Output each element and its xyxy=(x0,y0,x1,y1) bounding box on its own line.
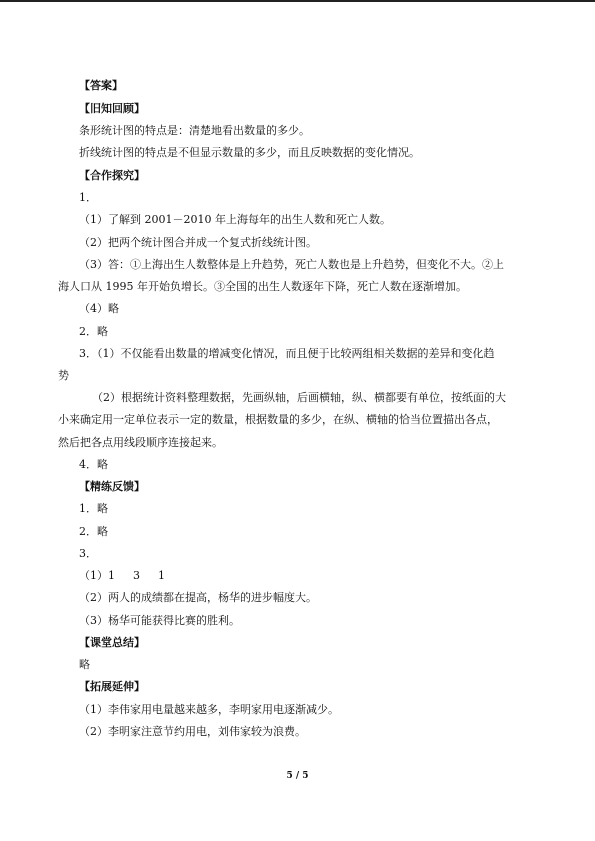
review-line-2: 折线统计图的特点是不但显示数量的多少，而且反映数据的变化情况。 xyxy=(79,146,420,159)
explore-item-3-2b: 小来确定用一定单位表示一定的数量，根据数量的多少，在纵、横轴的恰当位置描出各点， xyxy=(58,413,498,426)
top-rule xyxy=(0,0,595,2)
practice-item-3: 3． xyxy=(79,547,97,560)
extend-item-1: （1）李伟家用电量越来越多，李明家用电逐渐减少。 xyxy=(79,703,339,716)
page-number: 5 / 5 xyxy=(286,771,309,781)
explore-item-1-1: （1）了解到 2001－2010 年上海每年的出生人数和死亡人数。 xyxy=(79,213,391,226)
practice-item-3-3: （3）杨华可能获得比赛的胜利。 xyxy=(79,614,240,627)
extend-heading: 【拓展延伸】 xyxy=(79,680,145,693)
review-line-1: 条形统计图的特点是：清楚地看出数量的多少。 xyxy=(79,124,310,137)
explore-item-1-4: （4）略 xyxy=(79,302,119,315)
explore-item-1-2: （2）把两个统计图合并成一个复式折线统计图。 xyxy=(79,236,317,249)
explore-item-1-3a: （3）答：①上海出生人数整体是上升趋势，死亡人数也是上升趋势，但变化不大。②上 xyxy=(79,258,504,271)
practice-item-2: 2．略 xyxy=(79,525,108,538)
explore-item-1: 1． xyxy=(79,191,97,204)
practice-item-3-2: （2）两人的成绩都在提高，杨华的进步幅度大。 xyxy=(79,591,317,604)
practice-answer-3: 1 xyxy=(158,569,165,582)
explore-item-3-2c: 然后把各点用线段顺序连接起来。 xyxy=(58,436,223,449)
practice-item-1: 1．略 xyxy=(79,502,108,515)
extend-item-2: （2）李明家注意节约用电，刘伟家较为浪费。 xyxy=(79,725,306,738)
explore-item-3-1b: 势 xyxy=(58,369,69,382)
practice-answer-2: 3 xyxy=(133,569,140,582)
practice-answer-1: （1）1 xyxy=(79,569,115,582)
summary-heading: 【课堂总结】 xyxy=(79,636,145,649)
explore-heading: 【合作探究】 xyxy=(79,169,145,182)
review-heading: 【旧知回顾】 xyxy=(79,102,145,115)
explore-item-4: 4．略 xyxy=(79,458,108,471)
practice-item-3-1 xyxy=(79,569,165,583)
practice-heading: 【精练反馈】 xyxy=(79,480,145,493)
explore-item-2: 2．略 xyxy=(79,325,108,338)
answer-heading: 【答案】 xyxy=(79,79,123,92)
explore-item-3-2a: （2）根据统计资料整理数据，先画纵轴，后画横轴，纵、横都要有单位，按纸面的大 xyxy=(92,391,506,404)
explore-item-3-1a: 3．（1）不仅能看出数量的增减变化情况，而且便于比较两组相关数据的差异和变化趋 xyxy=(79,347,495,360)
explore-item-1-3b: 海人口从 1995 年开始负增长。③全国的出生人数逐年下降，死亡人数在逐渐增加。 xyxy=(58,280,467,293)
summary-text: 略 xyxy=(79,658,90,671)
